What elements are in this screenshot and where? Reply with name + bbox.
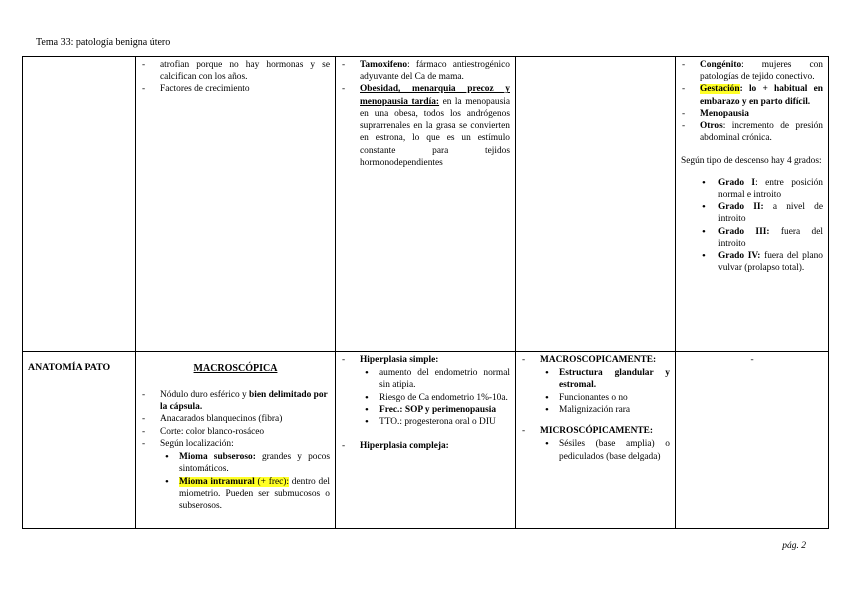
list-item	[141, 426, 330, 438]
grados-list	[681, 177, 823, 275]
row1-col5-cell	[676, 57, 829, 352]
menopausia-label: Menopausia	[700, 108, 749, 119]
localizacion-list	[160, 451, 330, 512]
nodulo-bold: bien delimitado por la cápsula.	[160, 390, 328, 413]
list-item	[141, 389, 330, 413]
grado-text: fuera del introito	[718, 226, 823, 249]
item-text: Factores de crecimiento	[160, 84, 250, 95]
macro-list	[540, 367, 670, 416]
list-item	[681, 59, 823, 83]
list-item	[341, 83, 510, 169]
item-text: Corte: color blanco-rosáceo	[160, 426, 265, 437]
content-table	[22, 56, 829, 529]
list-item	[160, 451, 330, 475]
subseroso-label: Mioma subseroso:	[179, 452, 256, 463]
list-item	[360, 404, 510, 416]
intramural-paren: (+ frec):	[254, 476, 289, 487]
grado-text: a nivel de introito	[718, 202, 823, 225]
row2-col4-list	[521, 354, 670, 463]
intramural-label: Mioma intramural	[179, 476, 255, 487]
table-row	[23, 57, 829, 352]
list-item	[341, 440, 510, 452]
list-item	[360, 416, 510, 428]
row2-col2-list	[141, 389, 330, 512]
grado-label: Grado III:	[718, 226, 770, 237]
page-header: Tema 33: patología benigna útero	[36, 37, 171, 48]
tamoxifeno-text: : fármaco antiestrogénico adyuvante del Ca de mama.	[360, 60, 510, 83]
item-text: Malignización rara	[559, 404, 631, 415]
list-item	[540, 404, 670, 416]
hiperplasia-simple-label: Hiperplasia simple:	[360, 355, 439, 365]
otros-text: : incremento de presión abdominal crónica.	[700, 121, 823, 144]
row1-col5-list	[681, 59, 823, 145]
obesidad-label: Obesidad, menarquia precoz y menopausia tardía:	[360, 84, 510, 107]
subseroso-text: grandes y pocos sintomáticos.	[179, 452, 330, 475]
grado-label: Grado IV:	[718, 251, 761, 262]
table-row	[23, 352, 829, 529]
row2-col3-cell	[336, 352, 516, 529]
list-item	[360, 392, 510, 404]
list-item	[521, 354, 670, 416]
row2-col3-list	[341, 354, 510, 453]
list-item	[681, 250, 823, 274]
list-item	[341, 354, 510, 428]
empty-dash: -	[750, 355, 754, 365]
row1-col3-cell	[336, 57, 516, 352]
microscopicamente-label: MICROSCÓPICAMENTE:	[540, 426, 654, 437]
item-text: Riesgo de Ca endometrio 1%-10a.	[379, 392, 508, 403]
frec-label: Frec.: SOP y perimenopausia	[379, 404, 497, 415]
list-item	[141, 59, 330, 83]
row1-col2-list	[141, 59, 330, 96]
row2-col5-cell	[676, 352, 829, 529]
item-text: Anacarados blanquecinos (fibra)	[160, 414, 283, 425]
list-item	[540, 438, 670, 462]
list-item	[160, 476, 330, 513]
spacer	[141, 375, 330, 389]
list-item	[141, 83, 330, 95]
item-text: atrofian porque no hay hormonas y se calcifican con los años.	[160, 60, 330, 83]
list-item	[681, 120, 823, 144]
macroscopicamente-label: MACROSCOPICAMENTE:	[540, 355, 657, 365]
item-text: Funcionantes o no	[559, 392, 628, 403]
row2-col2-cell	[136, 352, 336, 529]
list-item	[681, 108, 823, 120]
row1-col2-cell	[136, 57, 336, 352]
hiperplasia-compleja-label: Hiperplasia compleja:	[360, 441, 449, 452]
list-item	[681, 201, 823, 225]
row1-col3-list	[341, 59, 510, 169]
congenito-text: : mujeres con patologías de tejido conectivo.	[700, 60, 823, 83]
list-item	[360, 367, 510, 391]
grados-intro: Según tipo de descenso hay 4 grados:	[681, 155, 822, 166]
list-item	[681, 177, 823, 201]
simple-list	[360, 367, 510, 428]
section-title: ANATOMÍA PATO	[28, 362, 111, 373]
list-item	[341, 59, 510, 83]
congenito-label: Congénito	[700, 60, 742, 70]
estructura-label: Estructura glandular y estromal.	[559, 368, 670, 391]
list-item	[141, 413, 330, 425]
grado-label: Grado II:	[718, 202, 764, 213]
list-item	[521, 425, 670, 463]
page-number: pág. 2	[782, 541, 806, 551]
grado-label: Grado I	[718, 177, 756, 188]
tto-text: TTO.: progesterona oral o DIU	[379, 417, 496, 428]
gestacion-text: : lo + habitual en embarazo y en parto difícil.	[700, 84, 823, 107]
gestacion-label: Gestación	[700, 84, 740, 95]
list-item	[141, 438, 330, 512]
row1-col4-cell	[516, 57, 676, 352]
nodulo-text: Nódulo duro esférico y	[160, 390, 250, 400]
grado-text: fuera del plano vulvar (prolapso total).	[718, 251, 823, 274]
otros-label: Otros	[700, 121, 723, 132]
item-text: aumento del endometrio normal sin atipia.	[379, 368, 510, 391]
list-item	[681, 83, 823, 107]
row2-col4-cell	[516, 352, 676, 529]
obesidad-text: en la menopausia en una obesa, todos los andrógenos suprarrenales en la grasa se convierten en estrona, lo que es un estímulo constante para tejidos hormonodependientes	[360, 96, 510, 168]
grado-text: : entre posición normal e introito	[718, 177, 823, 200]
micro-list	[540, 438, 670, 462]
row2-col1-cell	[23, 352, 136, 529]
row1-col1-cell	[23, 57, 136, 352]
list-item	[681, 226, 823, 250]
item-text: Según localización:	[160, 438, 234, 449]
macroscopica-title: MACROSCÓPICA	[193, 363, 278, 374]
list-item	[540, 392, 670, 404]
item-text: Sésiles (base amplia) o pediculados (base delgada)	[559, 439, 670, 462]
tamoxifeno-label: Tamoxifeno	[360, 60, 408, 70]
list-item	[540, 367, 670, 391]
intramural-text: dentro del miometrio. Pueden ser submucosos o subserosos.	[179, 476, 330, 511]
